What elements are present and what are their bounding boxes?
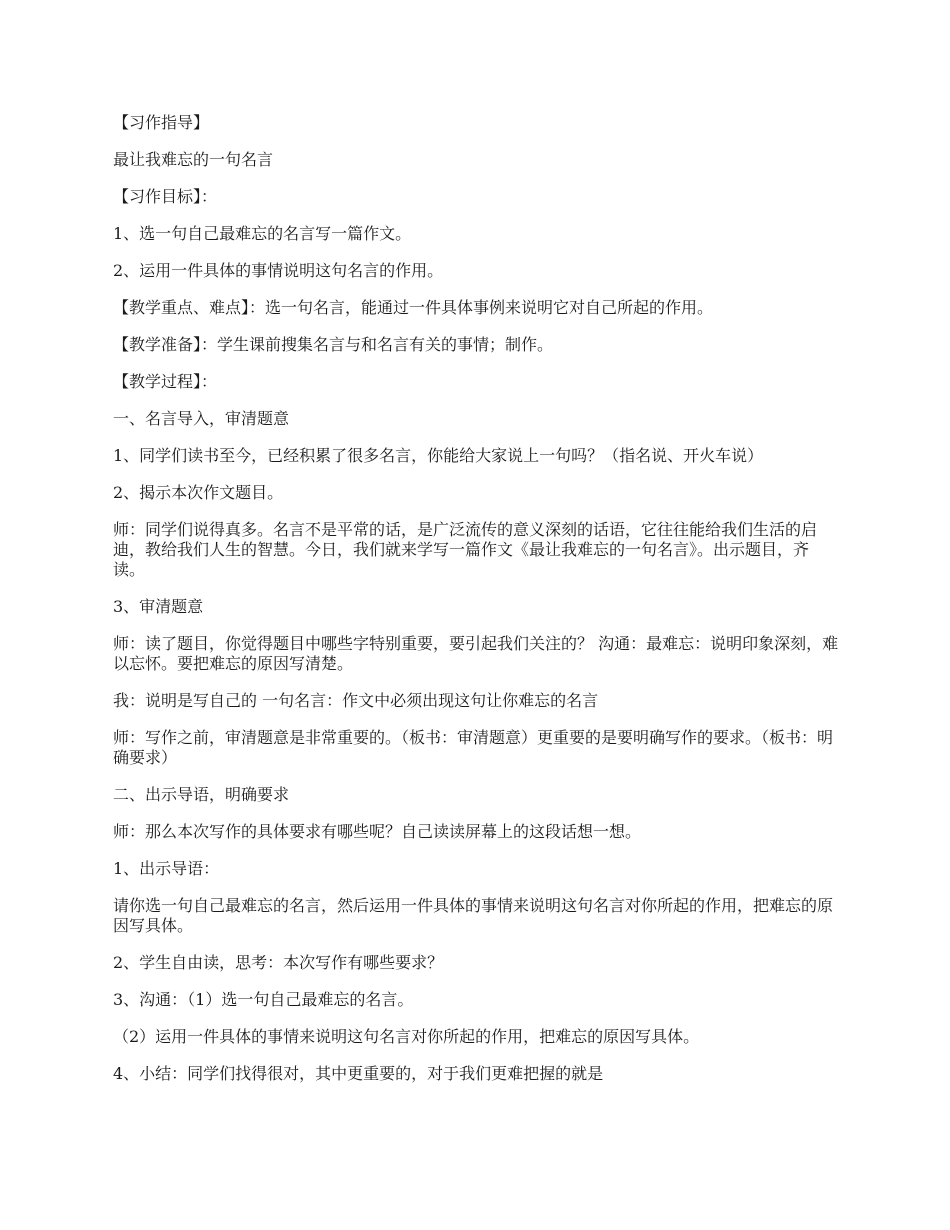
key-points-paragraph: 【教学重点、难点】：选一句名言，能通过一件具体事例来说明它对自己所起的作用。	[113, 298, 714, 317]
document-page	[113, 113, 840, 1101]
objective-item-1: 1、选一句自己最难忘的名言写一篇作文。	[113, 224, 412, 243]
requirement-item: （2）运用一件具体的事情来说明这句名言对你所起的作用，把难忘的原因写具体。	[113, 1027, 700, 1046]
step-heading-1: 一、名言导入，审清题意	[113, 409, 290, 428]
objective-item-2: 2、运用一件具体的事情说明这句名言的作用。	[113, 261, 444, 280]
prompt-paragraph: 请你选一句自己最难忘的名言，然后运用一件具体的事情来说明这句名言对你所起的作用，把难忘的原因写具体。	[113, 896, 834, 935]
step-item: 2、学生自由读，思考：本次写作有哪些要求？	[113, 953, 444, 972]
student-paragraph: 我：说明是写自己的 一句名言：作文中必须出现这句让你难忘的名言	[113, 691, 599, 710]
section-heading-writing-guide: 【习作指导】	[113, 113, 210, 132]
step-item: 1、同学们读书至今，已经积累了很多名言，你能给大家说上一句吗？（指名说、开火车说）	[113, 446, 764, 465]
step-heading-2: 二、出示导语，明确要求	[113, 785, 290, 804]
essay-title: 最让我难忘的一句名言	[113, 150, 274, 169]
step-item: 3、沟通：（1）选一句自己最难忘的名言。	[113, 990, 414, 1009]
step-item: 3、审清题意	[113, 597, 204, 616]
step-item: 4、小结：同学们找得很对，其中更重要的，对于我们更难把握的就是	[113, 1064, 604, 1083]
preparation-paragraph: 【教学准备】：学生课前搜集名言与和名言有关的事情；制作。	[113, 335, 554, 354]
step-item: 1、出示导语：	[113, 859, 220, 878]
section-heading-objectives: 【习作目标】：	[113, 187, 218, 206]
teacher-paragraph: 师：读了题目，你觉得题目中哪些字特别重要，要引起我们关注的？ 沟通：最难忘：说明印象深刻，难以忘怀。要把难忘的原因写清楚。	[113, 634, 839, 673]
step-item: 2、揭示本次作文题目。	[113, 483, 284, 502]
section-heading-process: 【教学过程】：	[113, 372, 218, 391]
teacher-paragraph: 师：写作之前，审清题意是非常重要的。（板书：审清题意）更重要的是要明确写作的要求。（板书：明确要求）	[113, 728, 834, 767]
teacher-paragraph: 师：同学们说得真多。名言不是平常的话，是广泛流传的意义深刻的话语，它往往能给我们生活的启迪，教给我们人生的智慧。今日，我们就来学写一篇作文《最让我难忘的一句名言》。出示题目，齐读。	[113, 520, 818, 579]
teacher-paragraph: 师：那么本次写作的具体要求有哪些呢？自己读读屏幕上的这段话想一想。	[113, 822, 642, 841]
